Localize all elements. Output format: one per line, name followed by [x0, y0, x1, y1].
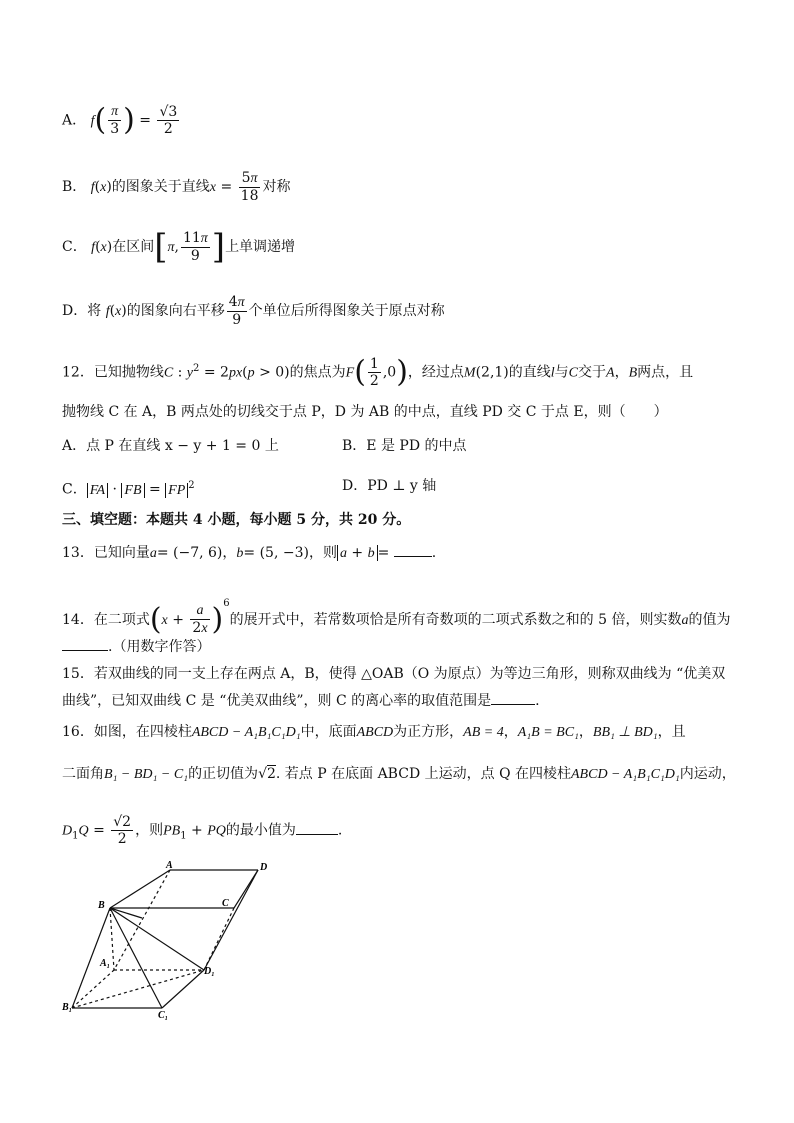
math-expression: BB₁ ⊥ BD₁ [592, 725, 658, 740]
figure-label-b1: B₁ [62, 1002, 73, 1013]
question-text: . [337, 822, 343, 839]
question-14-line2 [62, 636, 210, 657]
option-text: 对称 [262, 179, 291, 195]
question-13: 13．已知向量a= (−7, 6)，b= (5, −3)，则 a + b = . [62, 542, 436, 564]
question-text: ， [222, 545, 237, 561]
question-text: 的正切值为 [188, 766, 259, 782]
question-text: 的直线 [508, 364, 551, 381]
option-text: 在区间 [112, 239, 155, 255]
option-text: 上单调递增 [225, 239, 296, 255]
question-text: .（用数字作答） [108, 639, 211, 655]
option-c-q11: C． f(x)在区间[π, $\frac{11\pi}{9}$ ]上单调递增 [62, 227, 296, 267]
question-text: ，则 [135, 822, 164, 839]
question-text: 13．已知向量 [62, 545, 150, 561]
section-heading: 三、填空题：本题共 4 小题，每小题 5 分，共 20 分。 [62, 512, 411, 528]
question-text: 14．在二项式 [62, 612, 150, 628]
figure-label-c1: C₁ [158, 1010, 169, 1020]
math-expression: ABCD − A₁B₁C₁D₁ [571, 767, 680, 782]
question-text: 的焦点为 [289, 364, 346, 381]
question-16: 16．如图，在四棱柱ABCD − A₁B₁C₁D₁中，底面ABCD为正方形，AB = 4，A₁B = BC₁，BB₁ ⊥ BD₁，且 [62, 724, 686, 740]
question-text: 二面角 [62, 766, 104, 782]
question-text: 12．已知抛物线 [62, 364, 164, 381]
q12-option-a: A．点 P 在直线 x − y + 1 = 0 上 [62, 438, 279, 454]
option-label: D．将 [62, 303, 102, 319]
option-text: 的图象向右平移 [126, 303, 225, 319]
math-expression: f [90, 113, 95, 129]
figure-label-c: C [222, 898, 229, 909]
question-12-line2: 抛物线 C 在 A，B 两点处的切线交于点 P，D 为 AB 的中点，直线 PD 交 C 于点 E，则（ ） [62, 404, 668, 420]
figure-label-d: D [260, 862, 268, 873]
option-text: 个单位后所得图象关于原点对称 [248, 303, 445, 319]
question-text: . 若点 P 在底面 ABCD 上运动，点 Q 在四棱柱 [275, 766, 571, 782]
question-text: ，经过点 [407, 364, 464, 381]
question-text: . [535, 693, 540, 709]
answer-blank[interactable] [62, 636, 108, 651]
question-text: = [377, 545, 394, 561]
math-expression: ABCD − A₁B₁C₁D₁ [191, 725, 301, 740]
math-expression: AB = 4 [463, 725, 504, 740]
vector-value: = (−7, 6) [156, 545, 223, 561]
answer-blank[interactable] [296, 820, 338, 835]
option-text: 的图象关于直线 [111, 179, 210, 195]
figure-label-d1: D₁ [204, 966, 215, 977]
question-16-line3: $D_1Q$ = $\frac{√2}{2}$ ，则$PB_1$ + PQ的最小值为 . [62, 814, 343, 847]
figure-label-b: B [98, 900, 105, 911]
q12-option-b: B．E 是 PD 的中点 [342, 438, 467, 454]
question-text: 的展开式中，若常数项恰是所有奇数项的二项式系数之和的 5 倍，则实数 [229, 612, 682, 628]
option-b-q11: B． f(x)的图象关于直线x = $\frac{5\pi}{18}$ 对称 [62, 170, 291, 204]
question-text: 中，底面 [300, 724, 357, 740]
math-expression: B₁ − BD₁ − C₁ [104, 767, 189, 782]
answer-blank[interactable] [394, 542, 432, 557]
q12-option-c: C． FA · FB = FP $^2$ [62, 480, 195, 498]
question-text: 与 [554, 364, 569, 381]
prism-figure [58, 860, 278, 1020]
answer-blank[interactable] [491, 690, 535, 705]
question-15-line2 [62, 690, 540, 711]
question-16-line2: 二面角B₁ − BD₁ − C₁的正切值为√2. 若点 P 在底面 ABCD 上运动，点 Q 在四棱柱ABCD − A₁B₁C₁D₁内运动， [62, 766, 736, 782]
question-text: ，则 [308, 545, 337, 561]
question-text: 的值为 [688, 612, 731, 628]
question-text: 曲线”，已知双曲线 C 是 “优美双曲线”，则 C 的离心率的取值范围是 [62, 693, 492, 709]
math-expression: ABCD [356, 725, 394, 740]
vector-value: = (5, −3) [243, 545, 309, 561]
question-12: 12．已知抛物线C : $y^2 = 2px(p > 0)$的焦点为F( $\frac{1}{2}$ ,0)，经过点M(2,1)的直线l与C交于A，B两点，且 [62, 354, 694, 390]
question-14: 14．在二项式(x + $\frac{a}{2x}$ )$^6$的展开式中，若常数项恰是所有奇数项的二项式系数之和的 5 倍，则实数a的值为 [62, 598, 731, 637]
question-text: 16．如图，在四棱柱 [62, 724, 192, 740]
question-text: 为正方形， [393, 724, 464, 740]
question-text: 的最小值为 [225, 822, 296, 839]
option-label: B． [62, 179, 87, 195]
option-label: A． [62, 112, 87, 129]
question-text: 交于 [578, 364, 607, 381]
figure-label-a1: A₁ [100, 958, 111, 969]
fraction: $\frac{\pi}{3}$ [110, 104, 120, 137]
question-15: 15．若双曲线的同一支上存在两点 A，B，使得 △OAB（O 为原点）为等边三角形，则称双曲线为 “优美双 [62, 666, 726, 682]
question-text: ，且 [657, 724, 686, 740]
q12-option-d: D．PD ⊥ y 轴 [342, 478, 437, 494]
option-a-q11: A． f( $\frac{\pi}{3}$ ) = $\frac{√3}{2}$ [62, 102, 178, 138]
math-expression: A₁B = BC₁ [517, 725, 579, 740]
option-label: C． [62, 239, 87, 255]
question-text: 两点，且 [637, 364, 694, 381]
option-label: C． [62, 481, 87, 498]
option-d-q11: D．将 f(x)的图象向右平移 $\frac{4\pi}{9}$ 个单位后所得图象关于原点对称 [62, 294, 445, 328]
figure-label-a: A [166, 860, 173, 871]
question-text: 内运动， [679, 766, 736, 782]
